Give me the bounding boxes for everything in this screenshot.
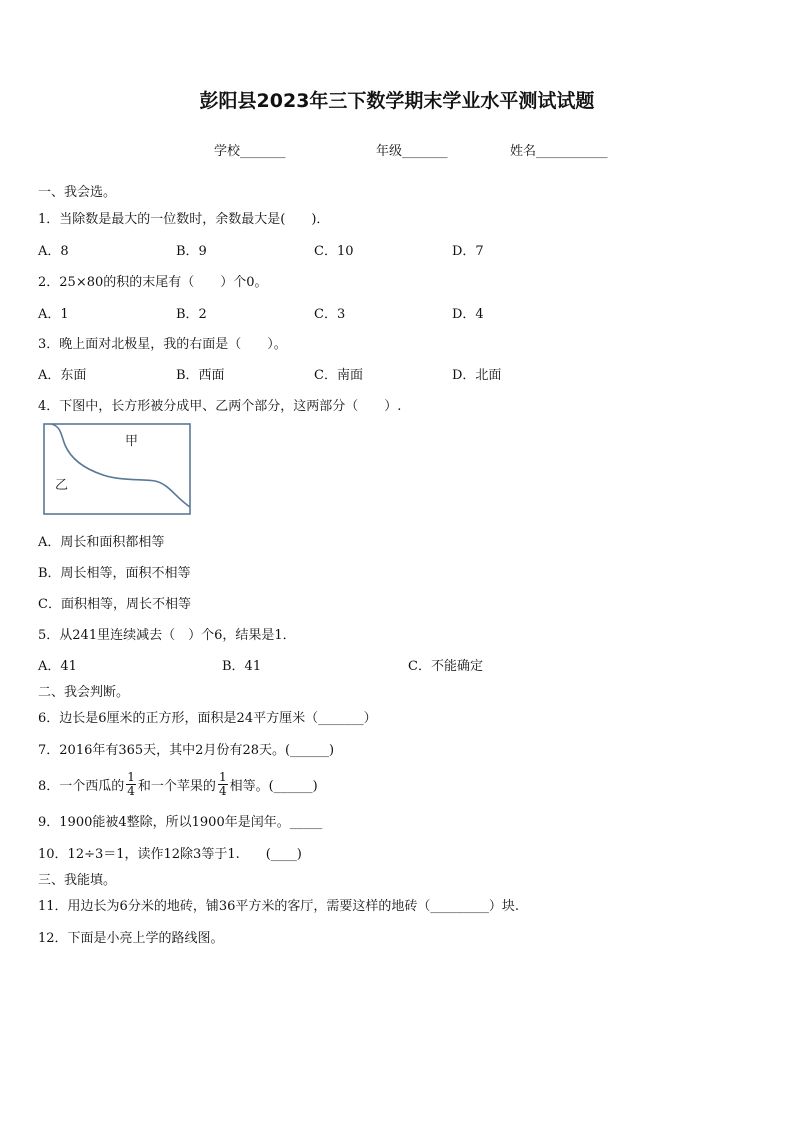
- dividing-curve: [51, 424, 190, 507]
- label-jia: 甲: [125, 434, 139, 449]
- q1-option-a: A．8: [38, 244, 69, 259]
- section-heading-fill: 三、我能填。: [38, 873, 117, 888]
- q2-option-a: A．1: [38, 307, 69, 322]
- q5-option-c: C．不能确定: [408, 659, 483, 674]
- question-4: 4．下图中，长方形被分成甲、乙两个部分，这两部分（ ）.: [38, 399, 402, 414]
- q1-option-c: C．10: [314, 244, 354, 259]
- question-7: 7．2016年有365天，其中2月份有28天。(______): [38, 743, 335, 758]
- question-11: 11．用边长为6分米的地砖，铺36平方米的客厅，需要这样的地砖（_________）块.: [38, 899, 519, 914]
- q5-option-a: A．41: [38, 659, 77, 674]
- question-2: 2．25×80的积的末尾有（ ）个0。: [38, 275, 268, 290]
- label-yi: 乙: [55, 478, 69, 493]
- divided-rectangle-figure: [43, 423, 191, 515]
- q2-option-b: B．2: [176, 307, 207, 322]
- q8-prefix: 8．一个西瓜的: [38, 778, 125, 794]
- question-5: 5．从241里连续减去（ ）个6，结果是1．: [38, 628, 296, 643]
- fraction-one-quarter-2: [218, 771, 228, 798]
- q1-option-d: D．7: [452, 244, 484, 259]
- q3-option-a: A．东面: [38, 368, 87, 383]
- rectangle-outline: [44, 424, 190, 514]
- question-6: 6．边长是6厘米的正方形，面积是24平方厘米（_______）: [38, 711, 377, 726]
- fraction-denominator: 4: [218, 783, 227, 798]
- question-10: 10．12÷3＝1，读作12除3等于1. (____): [38, 847, 302, 862]
- q3-option-b: B．西面: [176, 368, 225, 383]
- question-9: 9．1900能被4整除，所以1900年是闰年。_____: [38, 815, 323, 830]
- q8-middle: 和一个苹果的: [137, 778, 216, 794]
- q3-option-d: D．北面: [452, 368, 502, 383]
- page-title: 彭阳县2023年三下数学期末学业水平测试试题: [199, 90, 595, 112]
- fraction-numerator: 1: [127, 769, 135, 784]
- question-3: 3．晚上面对北极星，我的右面是（ ）。: [38, 337, 287, 352]
- fraction-denominator: 4: [127, 783, 135, 798]
- q3-option-c: C．南面: [314, 368, 363, 383]
- q2-option-c: C．3: [314, 307, 346, 322]
- fraction-one-quarter-1: [126, 771, 136, 798]
- fraction-numerator: 1: [218, 769, 227, 784]
- section-heading-choice: 一、我会选。: [38, 185, 117, 200]
- q8-suffix: 相等。(______): [229, 778, 318, 794]
- name-field: 姓名___________: [510, 144, 608, 159]
- q4-option-a: A．周长和面积都相等: [38, 535, 165, 550]
- question-1: 1．当除数是最大的一位数时，余数最大是( )．: [38, 212, 330, 227]
- question-8: [38, 766, 318, 802]
- question-12: 12．下面是小亮上学的路线图。: [38, 931, 224, 946]
- grade-field: 年级_______: [376, 144, 448, 159]
- q5-option-b: B．41: [222, 659, 262, 674]
- section-heading-judge: 二、我会判断。: [38, 685, 130, 700]
- q4-option-b: B．周长相等，面积不相等: [38, 566, 191, 581]
- school-field: 学校_______: [214, 144, 286, 159]
- q2-option-d: D．4: [452, 307, 484, 322]
- q1-option-b: B．9: [176, 244, 207, 259]
- q4-option-c: C．面积相等，周长不相等: [38, 597, 191, 612]
